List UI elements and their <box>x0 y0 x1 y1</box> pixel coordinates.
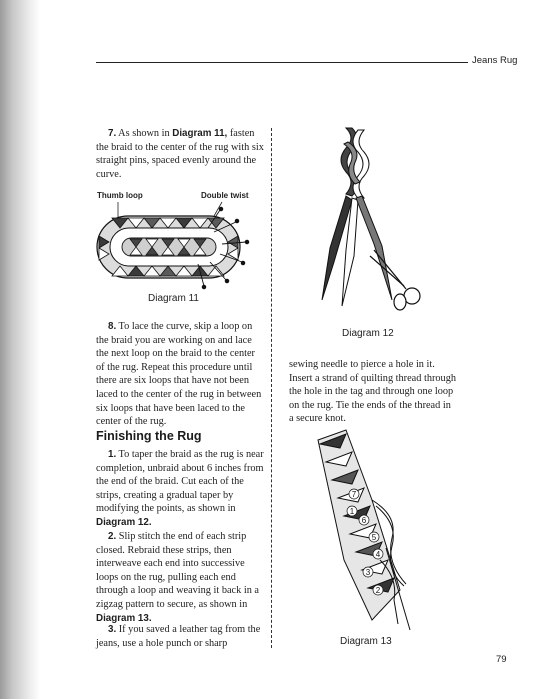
running-header: Jeans Rug <box>472 55 518 66</box>
loop-number: 6 <box>361 516 367 525</box>
section-heading-finishing: Finishing the Rug <box>96 429 202 443</box>
step-number: 1. <box>108 449 117 460</box>
diagram-12-caption: Diagram 12 <box>342 328 394 339</box>
loop-number: 1 <box>349 507 355 516</box>
step-3-paragraph: 3. If you saved a leather tag from the jeans, use a hole punch or sharp <box>96 624 261 649</box>
step-number: 7. <box>108 128 117 139</box>
diagram-reference: Diagram 12. <box>96 516 152 528</box>
callout-double-twist: Double twist <box>201 191 249 200</box>
loop-number: 2 <box>375 586 381 595</box>
diagram-11-caption: Diagram 11 <box>148 293 199 304</box>
step-number: 2. <box>108 531 117 542</box>
step-2-paragraph: 2. Slip stitch the end of each strip closed. Rebraid these strips, then interweave each end into successive loops on the rug, pulling each end through a loop and weaving it back in a zigzag pattern to secure, as shown in Diagram 13. <box>96 531 259 624</box>
page-number: 79 <box>496 654 507 665</box>
step-number: 3. <box>108 624 117 635</box>
loop-number: 5 <box>371 533 377 542</box>
step-1-paragraph: 1. To taper the braid as the rug is near completion, unbraid about 6 inches from the end of the braid. Cut each of the strips, creating a gradual taper by modifying the points, as shown in Diagram 12. <box>96 449 264 528</box>
diagram-13-caption: Diagram 13 <box>340 636 392 647</box>
loop-number: 3 <box>365 568 371 577</box>
step-3-continuation: sewing needle to pierce a hole in it. Insert a strand of quilting thread through the hole in the tag and through one loop on the rug. Tie the ends of the thread in a secure knot. <box>289 359 456 425</box>
loop-number: 7 <box>351 490 357 499</box>
callout-thumb-loop: Thumb loop <box>97 191 143 200</box>
diagram-reference: Diagram 13. <box>96 612 152 624</box>
diagram-reference: Diagram 11, <box>172 128 228 139</box>
loop-number: 4 <box>375 550 381 559</box>
step-7-paragraph: 7. As shown in Diagram 11, fasten the braid to the center of the rug with six straight pins, spaced evenly around the curve. <box>96 128 264 180</box>
step-8-paragraph: 8. To lace the curve, skip a loop on the braid you are working on and lace the next loop on the braid to the center of the rug. Repeat this procedure until there are six loops that have not been laced to the center of the rug in between six loops that have been laced to the center of the rug. <box>96 321 262 428</box>
step-number: 8. <box>108 321 117 332</box>
